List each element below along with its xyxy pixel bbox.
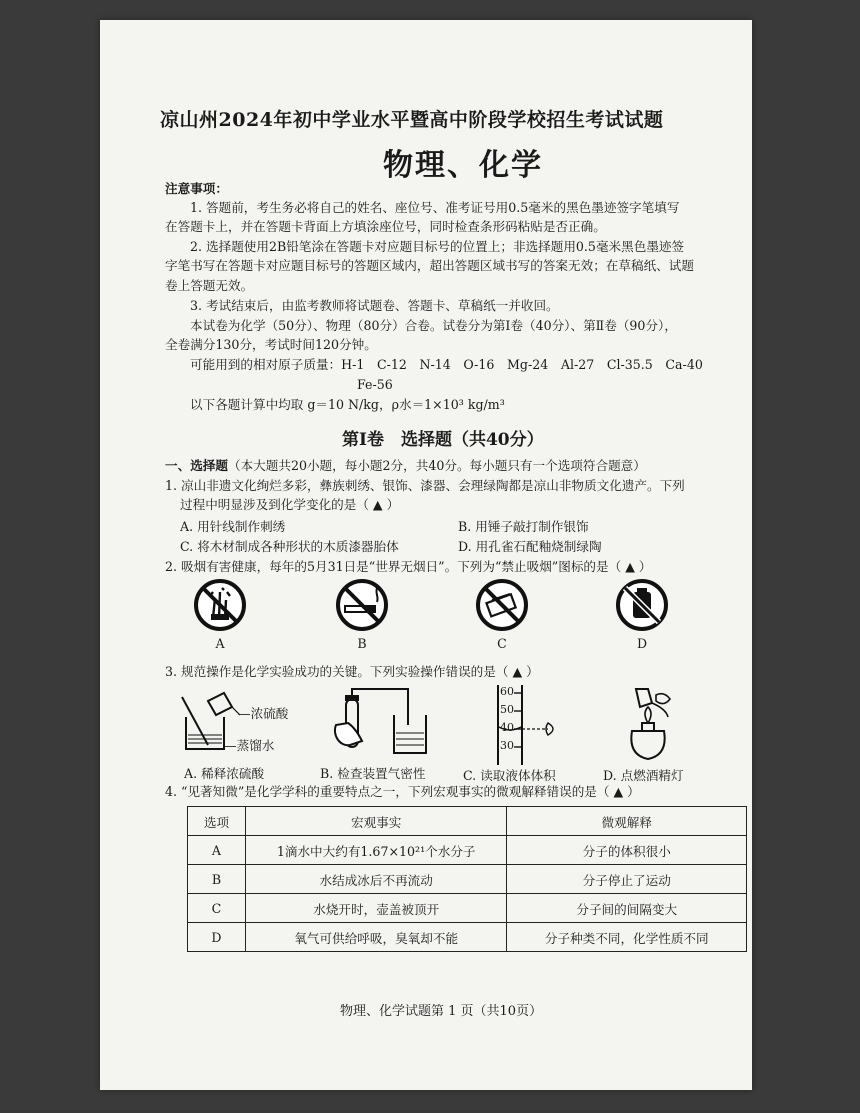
cylinder-tick-60: 60 [500, 685, 514, 698]
q3-option-b [328, 685, 438, 760]
notice-heading: 注意事项： [165, 181, 228, 196]
q4-row-d-fact: 氧气可供给呼吸，臭氧却不能 [245, 923, 507, 952]
atomic-masses-line2: Fe-56 [357, 377, 393, 392]
notice-item2-line3: 卷上答题无效。 [165, 278, 254, 293]
page-footer: 物理、化学试题第 1 页（共10页） [340, 1004, 543, 1019]
q2-stem: 2. 吸烟有害健康，每年的5月31日是“世界无烟日”。下列为“禁止吸烟”图标的是（ ▲ ） [165, 559, 652, 574]
notice-item1-line2: 在答题卡上，并在答题卡背面上方填涂座位号，同时检查条形码粘贴是否正确。 [165, 219, 606, 234]
airtightness-apparatus-icon [328, 685, 438, 760]
no-smoking-icon [335, 578, 389, 632]
exam-info-line1: 本试卷为化学（50分）、物理（80分）合卷。试卷分为第Ⅰ卷（40分）、第Ⅱ卷（90分）， [190, 318, 677, 333]
no-fuel-icon [615, 578, 669, 632]
q4-row-a-option: A [188, 836, 246, 865]
section-intro [165, 457, 646, 474]
q4-row-a-explanation: 分子的体积很小 [507, 836, 747, 865]
q4-row-d-option: D [188, 923, 246, 952]
q2-label-c: C [497, 636, 507, 651]
q3-stem: 3. 规范操作是化学实验成功的关键。下列实验操作错误的是（ ▲ ） [165, 664, 539, 679]
q2-icon-row [190, 578, 710, 658]
q1-stem-line2: 过程中明显涉及到化学变化的是（ ▲ ） [180, 497, 400, 512]
q4-row-d-explanation: 分子种类不同，化学性质不同 [507, 923, 747, 952]
q4-header-option: 选项 [188, 807, 246, 836]
table-row [188, 894, 747, 923]
q3-caption-c: C. 读取液体体积 [463, 768, 556, 783]
q3-label-acid: —浓硫酸 [238, 706, 289, 721]
q3-caption-a: A. 稀释浓硫酸 [184, 766, 265, 781]
cylinder-tick-40: 40 [500, 721, 514, 734]
q4-header-explanation: 微观解释 [507, 807, 747, 836]
constants-line: 以下各题计算中均取 g＝10 N/kg，ρ水＝1×10³ kg/m³ [190, 397, 505, 412]
q4-table-header [188, 807, 747, 836]
q2-option-a [193, 578, 247, 651]
q4-row-c-option: C [188, 894, 246, 923]
table-row [188, 836, 747, 865]
q4-stem: 4. “见著知微”是化学学科的重要特点之一，下列宏观事实的微观解释错误的是（ ▲ ） [165, 784, 640, 799]
section-title: 第Ⅰ卷 选择题（共40分） [342, 430, 544, 450]
q3-label-water: —蒸馏水 [224, 738, 275, 753]
exam-subtitle: 物理、化学 [383, 148, 543, 183]
atomic-masses-line1: 可能用到的相对原子质量：H-1 C-12 N-14 O-16 Mg-24 Al-27 Cl-35.5 Ca-40 [190, 357, 703, 372]
alcohol-lamp-icon [618, 685, 698, 765]
q1-option-d: D. 用孔雀石配釉烧制绿陶 [458, 539, 602, 554]
notice-item2-line2: 字笔书写在答题卡对应题目标号的答题区域内，超出答题区域书写的答案无效；在草稿纸、试题 [165, 258, 694, 273]
q1-option-a: A. 用针线制作刺绣 [180, 519, 286, 534]
q4-row-c-explanation: 分子间的间隔变大 [507, 894, 747, 923]
water-label-text: 蒸馏水 [236, 738, 275, 753]
acid-label-text: 浓硫酸 [250, 706, 289, 721]
q3-option-d [618, 685, 698, 765]
q4-table [187, 806, 747, 952]
q1-option-b: B. 用锤子敲打制作银饰 [458, 519, 589, 534]
q2-option-b [335, 578, 389, 651]
section-intro-rest: （本大题共20小题，每小题2分，共40分。每小题只有一个选项符合题意） [227, 458, 646, 473]
no-fireworks-icon [193, 578, 247, 632]
notice-item3: 3. 考试结束后，由监考教师将试题卷、答题卡、草稿纸一并收回。 [190, 298, 559, 313]
cylinder-tick-50: 50 [500, 703, 514, 716]
exam-info-line2: 全卷满分130分，考试时间120分钟。 [165, 337, 377, 352]
section-intro-bold: 一、选择题 [165, 458, 228, 473]
notice-item2-line1: 2. 选择题使用2B铅笔涂在答题卡对应题目标号的位置上；非选择题用0.5毫米黑色墨迹签 [190, 239, 685, 254]
q1-option-c: C. 将木材制成各种形状的木质漆器胎体 [180, 539, 399, 554]
q2-option-d [615, 578, 669, 651]
q2-option-c [475, 578, 529, 651]
q4-row-b-option: B [188, 865, 246, 894]
q4-row-a-fact: 1滴水中大约有1.67×10²¹个水分子 [245, 836, 507, 865]
table-row [188, 923, 747, 952]
exam-title: 凉山州2024年初中学业水平暨高中阶段学校招生考试试题 [160, 109, 664, 131]
no-matches-icon [475, 578, 529, 632]
q3-option-c [488, 685, 578, 765]
q4-header-fact: 宏观事实 [245, 807, 507, 836]
q4-row-b-fact: 水结成冰后不再流动 [245, 865, 507, 894]
q1-stem-line1: 1. 凉山非遗文化绚烂多彩，彝族刺绣、银饰、漆器、会理绿陶都是凉山非物质文化遗产。下列 [165, 478, 685, 493]
q3-lab-row [178, 685, 738, 783]
table-row [188, 865, 747, 894]
q4-row-b-explanation: 分子停止了运动 [507, 865, 747, 894]
notice-item1-line1: 1. 答题前，考生务必将自己的姓名、座位号、准考证号用0.5毫米的黑色墨迹签字笔填写 [190, 200, 680, 215]
q3-option-a [178, 685, 289, 755]
q4-row-c-fact: 水烧开时，壶盖被顶开 [245, 894, 507, 923]
q3-caption-d: D. 点燃酒精灯 [603, 768, 684, 783]
q2-label-b: B [357, 636, 367, 651]
q3-caption-b: B. 检查装置气密性 [320, 766, 426, 781]
q2-label-d: D [636, 636, 648, 651]
q2-label-a: A [215, 636, 225, 651]
cylinder-tick-30: 30 [500, 739, 514, 752]
